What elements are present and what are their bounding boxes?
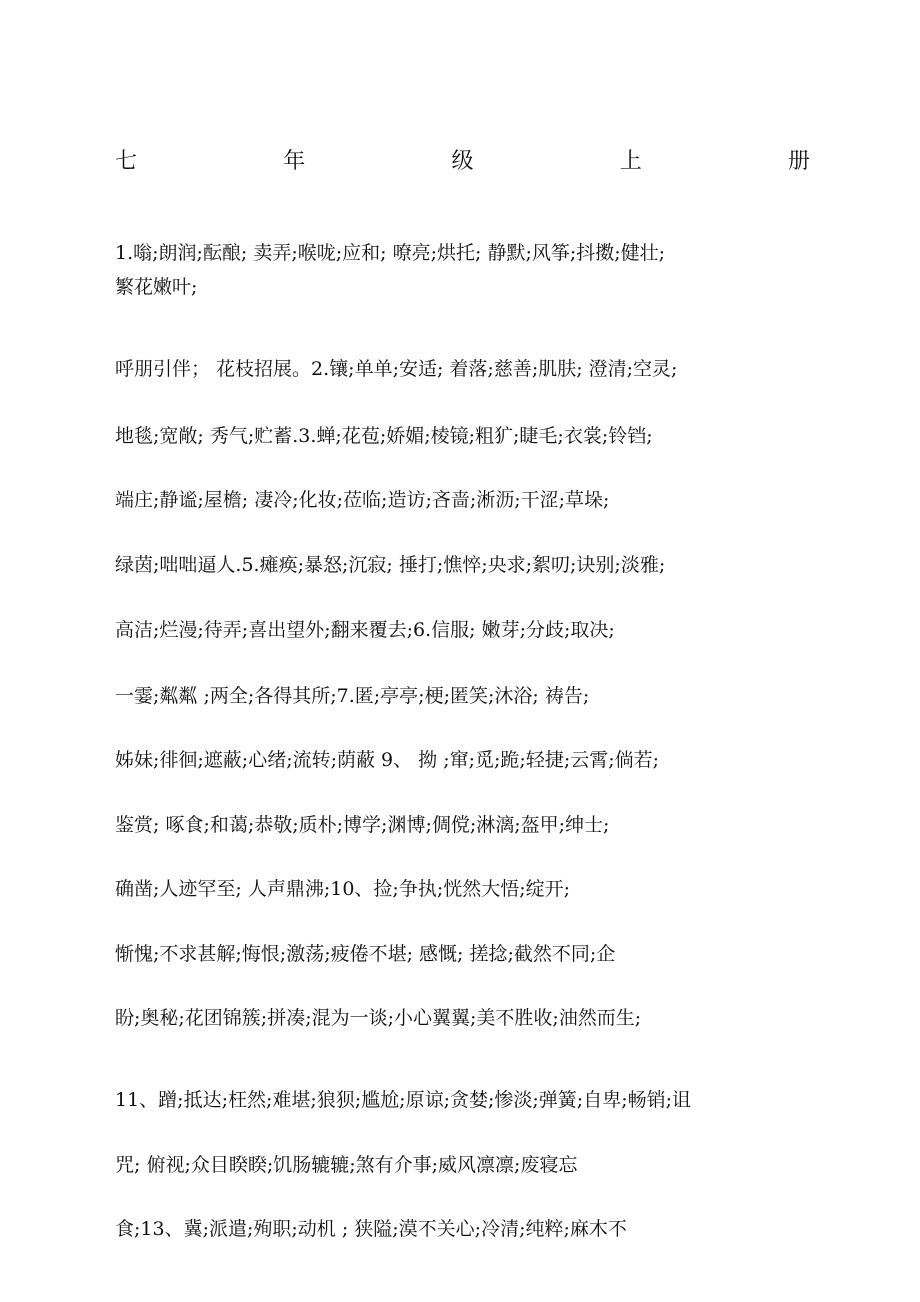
vocab-line: 绿茵;咄咄逼人.5.瘫痪;暴怒;沉寂; 捶打;憔悴;央求;絮叨;诀别;淡雅;	[115, 554, 666, 576]
title-char: 上	[619, 149, 642, 174]
vocab-line: 繁花嫩叶;	[115, 276, 198, 298]
vocab-line: 鉴赏; 啄食;和蔼;恭敬;质朴;博学;渊博;倜傥;淋漓;盔甲;绅士;	[115, 814, 610, 836]
vocab-line: 端庄;静谧;屋檐; 凄冷;化妆;莅临;造访;吝啬;淅沥;干涩;草垛;	[115, 489, 610, 511]
vocab-line: 盼;奥秘;花团锦簇;拼凑;混为一谈;小心翼翼;美不胜收;油然而生;	[115, 1007, 642, 1029]
vocab-line: 高洁;烂漫;待弄;喜出望外;翻来覆去;6.信服; 嫩芽;分歧;取决;	[115, 619, 615, 641]
vocab-line: 惭愧;不求甚解;悔恨;激荡;疲倦不堪; 感慨; 搓捻;截然不同;企	[115, 943, 616, 965]
vocab-line: 11、蹭;抵达;枉然;难堪;狼狈;尴尬;原谅;贪婪;惨淡;弹簧;自卑;畅销;诅	[115, 1089, 691, 1111]
title-char: 七	[115, 149, 138, 174]
vocab-line: 食;13、冀;派遣;殉职;动机 ; 狭隘;漠不关心;冷清;纯粹;麻木不	[115, 1218, 627, 1240]
vocab-line: 咒; 俯视;众目睽睽;饥肠辘辘;煞有介事;威风凛凛;废寝忘	[115, 1154, 578, 1176]
vocab-line: 地毯;宽敞; 秀气;贮蓄.3.蝉;花苞;娇媚;棱镜;粗犷;睫毛;衣裳;铃铛;	[115, 425, 653, 447]
title-char: 年	[283, 149, 306, 174]
vocab-line: 姊妹;徘徊;遮蔽;心绪;流转;荫蔽 9、 拗 ;窜;觅;跪;轻捷;云霄;倘若;	[115, 749, 660, 771]
vocab-line: 确凿;人迹罕至; 人声鼎沸;10、捡;争执;恍然大悟;绽开;	[115, 878, 571, 900]
vocab-line: 1.嗡;朗润;酝酿; 卖弄;喉咙;应和; 嘹亮;烘托; 静默;风筝;抖擞;健壮;	[115, 242, 666, 264]
vocab-line: 一霎;粼粼 ;两全;各得其所;7.匿;亭亭;梗;匿笑;沐浴; 祷告;	[115, 685, 590, 707]
title-char: 级	[451, 149, 474, 174]
page-title	[115, 148, 810, 176]
title-char: 册	[787, 149, 810, 174]
vocab-line: 呼朋引伴； 花枝招展。2.镶;单单;安适; 着落;慈善;肌肤; 澄清;空灵;	[115, 358, 678, 380]
